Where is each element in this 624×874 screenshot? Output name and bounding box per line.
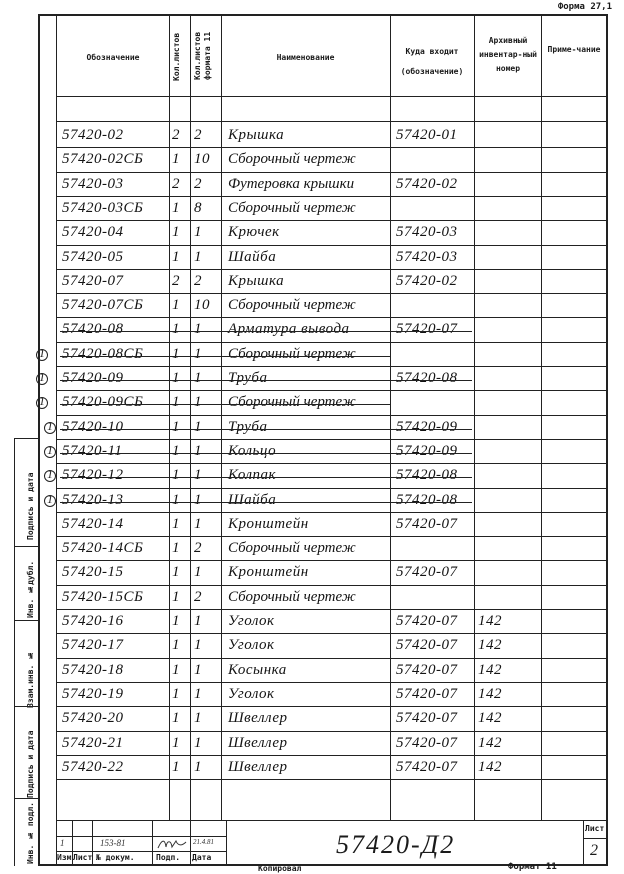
row-where-used: 57420-03	[396, 224, 458, 241]
row-name: Швеллер	[228, 758, 288, 775]
row-archive: 142	[478, 758, 502, 775]
row-name: Кронштейн	[228, 515, 309, 532]
strikethrough-line	[60, 404, 390, 405]
sheet-number: 2	[590, 842, 598, 859]
row-sheet-count-format: 1	[194, 685, 202, 702]
row-where-used: 57420-07	[396, 734, 458, 751]
row-divider	[56, 196, 608, 197]
row-designation: 57420-18	[62, 661, 124, 678]
row-sheet-count: 1	[172, 199, 180, 216]
row-name: Косынка	[228, 661, 287, 678]
row-divider	[56, 560, 608, 561]
row-divider	[56, 269, 608, 270]
revision-mark: 1	[39, 394, 45, 409]
row-designation: 57420-22	[62, 758, 124, 775]
row-where-used: 57420-03	[396, 248, 458, 265]
row-sheet-count: 2	[172, 127, 180, 143]
row-divider	[56, 293, 608, 294]
row-name: Крышка	[228, 127, 285, 143]
row-sheet-count-format: 2	[194, 272, 202, 289]
row-sheet-count: 1	[172, 345, 180, 362]
row-sheet-count: 1	[172, 734, 180, 751]
row-archive: 142	[478, 613, 502, 629]
row-sheet-count: 1	[172, 491, 180, 508]
header-sheet-count: Кол.листов	[172, 32, 181, 82]
row-sheet-count: 1	[172, 661, 180, 678]
row-divider	[56, 220, 608, 221]
row-sheet-count-format: 1	[194, 467, 202, 484]
tb-signature	[156, 837, 188, 851]
header-sheet-count-format: Кол.листов формата 11	[193, 31, 212, 81]
header-archive: Архивный инвентар-ный номер	[479, 36, 537, 73]
row-sheet-count-format: 1	[194, 613, 202, 629]
revision-mark: 1	[39, 370, 45, 384]
form-number: Форма 27,1	[557, 2, 612, 12]
row-sheet-count-format: 1	[194, 491, 202, 508]
row-sheet-count: 1	[172, 224, 180, 241]
row-sheet-count: 1	[172, 515, 180, 532]
row-name: Швеллер	[228, 734, 288, 751]
row-divider	[56, 390, 608, 391]
row-name: Сборочный чертеж	[228, 151, 356, 168]
row-designation: 57420-09СБ	[62, 394, 144, 411]
row-divider	[56, 342, 608, 343]
row-name: Сборочный чертеж	[228, 345, 356, 362]
row-divider	[56, 731, 608, 732]
tb-col-sheet: Лист	[73, 853, 93, 862]
row-where-used: 57420-02	[396, 272, 458, 289]
row-sheet-count-format: 1	[194, 564, 202, 581]
row-name: Уголок	[228, 637, 275, 654]
side-sep-4	[14, 798, 38, 799]
row-sheet-count-format: 2	[194, 588, 202, 605]
row-sheet-count: 1	[172, 321, 180, 338]
row-name: Уголок	[228, 613, 275, 629]
col-line-6	[541, 14, 542, 820]
row-name: Крышка	[228, 272, 285, 289]
row-designation: 57420-08	[62, 321, 124, 338]
row-where-used: 57420-07	[396, 515, 458, 532]
header-notes: Приме-чание	[547, 45, 601, 54]
side-margin-outer	[14, 438, 15, 866]
row-designation: 57420-07	[62, 272, 124, 289]
col-line-2	[190, 14, 191, 820]
row-name: Крючек	[228, 224, 280, 241]
row-sheet-count-format: 2	[194, 175, 202, 192]
row-divider	[56, 755, 608, 756]
format-label: Формат 11	[508, 862, 557, 872]
row-archive: 142	[478, 661, 502, 678]
side-label-sign-date-top: Подпись и дата	[26, 472, 35, 540]
row-name: Труба	[228, 370, 268, 386]
revision-mark: 1	[47, 491, 53, 506]
row-name: Футеровка крышки	[228, 175, 355, 192]
row-name: Колпак	[228, 467, 277, 484]
tb-hand-change: 1	[60, 838, 65, 848]
row-name: Швеллер	[228, 710, 288, 727]
header-bottom	[56, 96, 608, 97]
side-sep-1	[14, 546, 38, 547]
row-where-used: 57420-08	[396, 370, 458, 386]
row-sheet-count: 1	[172, 685, 180, 702]
row-designation: 57420-02	[62, 127, 124, 143]
row-sheet-count-format: 1	[194, 321, 202, 338]
row-divider	[56, 439, 608, 440]
row-divider	[56, 536, 608, 537]
row-designation: 57420-14СБ	[62, 540, 144, 557]
title-block-mid-1	[56, 836, 226, 837]
row-where-used: 57420-07	[396, 758, 458, 775]
row-designation: 57420-17	[62, 637, 124, 654]
row-name: Уголок	[228, 685, 275, 702]
row-where-used: 57420-07	[396, 564, 458, 581]
row-where-used: 57420-09	[396, 418, 458, 435]
row-divider	[56, 585, 608, 586]
copied-label: Копировал	[258, 864, 302, 873]
row-designation: 57420-21	[62, 734, 124, 751]
row-sheet-count-format: 1	[194, 370, 202, 386]
row-where-used: 57420-07	[396, 685, 458, 702]
row-designation: 57420-15СБ	[62, 588, 144, 605]
row-sheet-count-format: 1	[194, 734, 202, 751]
col-line-left	[56, 14, 57, 866]
side-sep-2	[14, 620, 38, 621]
row-sheet-count-format: 1	[194, 394, 202, 411]
revision-mark: 1	[39, 345, 45, 360]
row-sheet-count-format: 1	[194, 224, 202, 241]
tb-col-3	[152, 820, 153, 866]
row-designation: 57420-20	[62, 710, 124, 727]
side-label-replace-inv: Взам.инв. №	[26, 650, 35, 708]
row-sheet-count-format: 1	[194, 710, 202, 727]
row-sheet-count-format: 10	[194, 297, 210, 314]
row-sheet-count: 1	[172, 637, 180, 654]
tb-col-date: Дата	[192, 853, 212, 862]
row-sheet-count-format: 1	[194, 418, 202, 435]
header-name: Наименование	[276, 53, 335, 62]
row-sheet-count-format: 2	[194, 127, 202, 143]
row-divider	[56, 779, 608, 780]
side-top	[14, 438, 38, 439]
col-line-3	[221, 14, 222, 820]
row-designation: 57420-13	[62, 491, 124, 508]
strikethrough-line	[60, 453, 472, 454]
row-archive: 142	[478, 710, 502, 727]
row-divider	[56, 463, 608, 464]
row-name: Сборочный чертеж	[228, 297, 356, 314]
blank-row-bottom	[56, 121, 608, 122]
row-divider	[56, 682, 608, 683]
tb-sheet-sep	[583, 838, 608, 839]
row-where-used: 57420-08	[396, 467, 458, 484]
row-name: Шайба	[228, 248, 277, 265]
revision-mark: 1	[47, 418, 53, 433]
row-name: Кольцо	[228, 442, 277, 459]
row-sheet-count-format: 1	[194, 637, 202, 654]
title-block-mid-2	[56, 851, 226, 852]
row-name: Сборочный чертеж	[228, 588, 356, 605]
side-sep-3	[14, 706, 38, 707]
row-name: Кронштейн	[228, 564, 309, 581]
row-divider	[56, 512, 608, 513]
row-divider	[56, 147, 608, 148]
row-where-used: 57420-07	[396, 637, 458, 654]
row-name: Сборочный чертеж	[228, 394, 356, 411]
row-designation: 57420-12	[62, 467, 124, 484]
row-name: Шайба	[228, 491, 277, 508]
row-name: Сборочный чертеж	[228, 199, 356, 216]
row-designation: 57420-19	[62, 685, 124, 702]
row-divider	[56, 658, 608, 659]
row-designation: 57420-08СБ	[62, 345, 144, 362]
tb-hand-doc-no: 153-81	[100, 838, 126, 848]
row-divider	[56, 172, 608, 173]
tb-col-4	[190, 820, 191, 866]
row-designation: 57420-05	[62, 248, 124, 265]
sheet-label: Лист	[585, 824, 605, 833]
row-designation: 57420-03СБ	[62, 199, 144, 216]
row-designation: 57420-09	[62, 370, 124, 386]
row-sheet-count: 1	[172, 613, 180, 629]
row-sheet-count: 1	[172, 710, 180, 727]
strikethrough-line	[60, 356, 390, 357]
row-sheet-count-format: 10	[194, 151, 210, 168]
strikethrough-line	[60, 380, 472, 381]
row-name: Труба	[228, 418, 268, 435]
header-where-used: Куда входит (обозначение)	[400, 47, 464, 76]
row-where-used: 57420-07	[396, 661, 458, 678]
row-sheet-count: 2	[172, 175, 180, 192]
row-divider	[56, 609, 608, 610]
row-divider	[56, 633, 608, 634]
header-designation: Обозначение	[86, 53, 140, 62]
row-divider	[56, 415, 608, 416]
row-sheet-count: 1	[172, 564, 180, 581]
strikethrough-line	[60, 477, 472, 478]
row-sheet-count: 1	[172, 394, 180, 411]
row-sheet-count-format: 1	[194, 248, 202, 265]
row-designation: 57420-15	[62, 564, 124, 581]
title-block-top	[56, 820, 608, 821]
row-sheet-count-format: 1	[194, 661, 202, 678]
row-divider	[56, 366, 608, 367]
row-sheet-count: 1	[172, 588, 180, 605]
sheet-frame	[38, 14, 608, 866]
row-sheet-count: 1	[172, 151, 180, 168]
row-designation: 57420-04	[62, 224, 124, 241]
row-sheet-count-format: 1	[194, 345, 202, 362]
tb-col-doc-no: № докум.	[96, 853, 135, 862]
row-sheet-count: 2	[172, 272, 180, 289]
row-divider	[56, 245, 608, 246]
row-where-used: 57420-09	[396, 442, 458, 459]
tb-col-5	[226, 820, 227, 866]
row-sheet-count-format: 8	[194, 199, 202, 216]
row-sheet-count: 1	[172, 370, 180, 386]
row-sheet-count-format: 1	[194, 442, 202, 459]
row-sheet-count: 1	[172, 540, 180, 557]
row-designation: 57420-16	[62, 613, 124, 629]
tb-col-sheet	[583, 820, 584, 866]
row-where-used: 57420-07	[396, 613, 458, 629]
row-designation: 57420-14	[62, 515, 124, 532]
row-sheet-count-format: 1	[194, 758, 202, 775]
row-sheet-count: 1	[172, 758, 180, 775]
side-label-inv-dupl: Инв. №дубл.	[26, 560, 35, 618]
row-sheet-count: 1	[172, 297, 180, 314]
strikethrough-line	[60, 331, 472, 332]
row-designation: 57420-07СБ	[62, 297, 144, 314]
row-where-used: 57420-07	[396, 710, 458, 727]
row-designation: 57420-03	[62, 175, 124, 192]
row-sheet-count: 1	[172, 248, 180, 265]
row-archive: 142	[478, 637, 502, 654]
row-archive: 142	[478, 685, 502, 702]
row-divider	[56, 488, 608, 489]
row-where-used: 57420-02	[396, 175, 458, 192]
row-sheet-count-format: 1	[194, 515, 202, 532]
row-where-used: 57420-01	[396, 127, 458, 143]
tb-col-change: Изм	[57, 853, 72, 862]
row-name: Арматура вывода	[228, 321, 350, 338]
side-label-sign-date-bottom: Подпись и дата	[26, 730, 35, 798]
row-divider	[56, 706, 608, 707]
row-divider	[56, 317, 608, 318]
row-designation: 57420-10	[62, 418, 124, 435]
strikethrough-line	[60, 429, 472, 430]
col-line-1	[169, 14, 170, 820]
row-where-used: 57420-08	[396, 491, 458, 508]
tb-hand-date: 21.4.81	[193, 838, 214, 846]
row-sheet-count: 1	[172, 418, 180, 435]
row-sheet-count-format: 2	[194, 540, 202, 557]
tb-col-sign: Подп.	[156, 853, 181, 862]
row-name: Сборочный чертеж	[228, 540, 356, 557]
revision-mark: 1	[47, 442, 53, 457]
row-sheet-count: 1	[172, 467, 180, 484]
row-sheet-count: 1	[172, 442, 180, 459]
row-where-used: 57420-07	[396, 321, 458, 338]
margin-line	[38, 438, 39, 866]
side-label-inv-orig: Инв. № подл.	[26, 802, 35, 864]
strikethrough-line	[60, 502, 472, 503]
document-code: 57420-Д2	[336, 830, 456, 859]
row-designation: 57420-11	[62, 442, 123, 459]
row-archive: 142	[478, 734, 502, 751]
col-line-4	[390, 14, 391, 820]
revision-mark: 1	[47, 467, 53, 482]
row-designation: 57420-02СБ	[62, 151, 144, 168]
col-line-5	[474, 14, 475, 820]
